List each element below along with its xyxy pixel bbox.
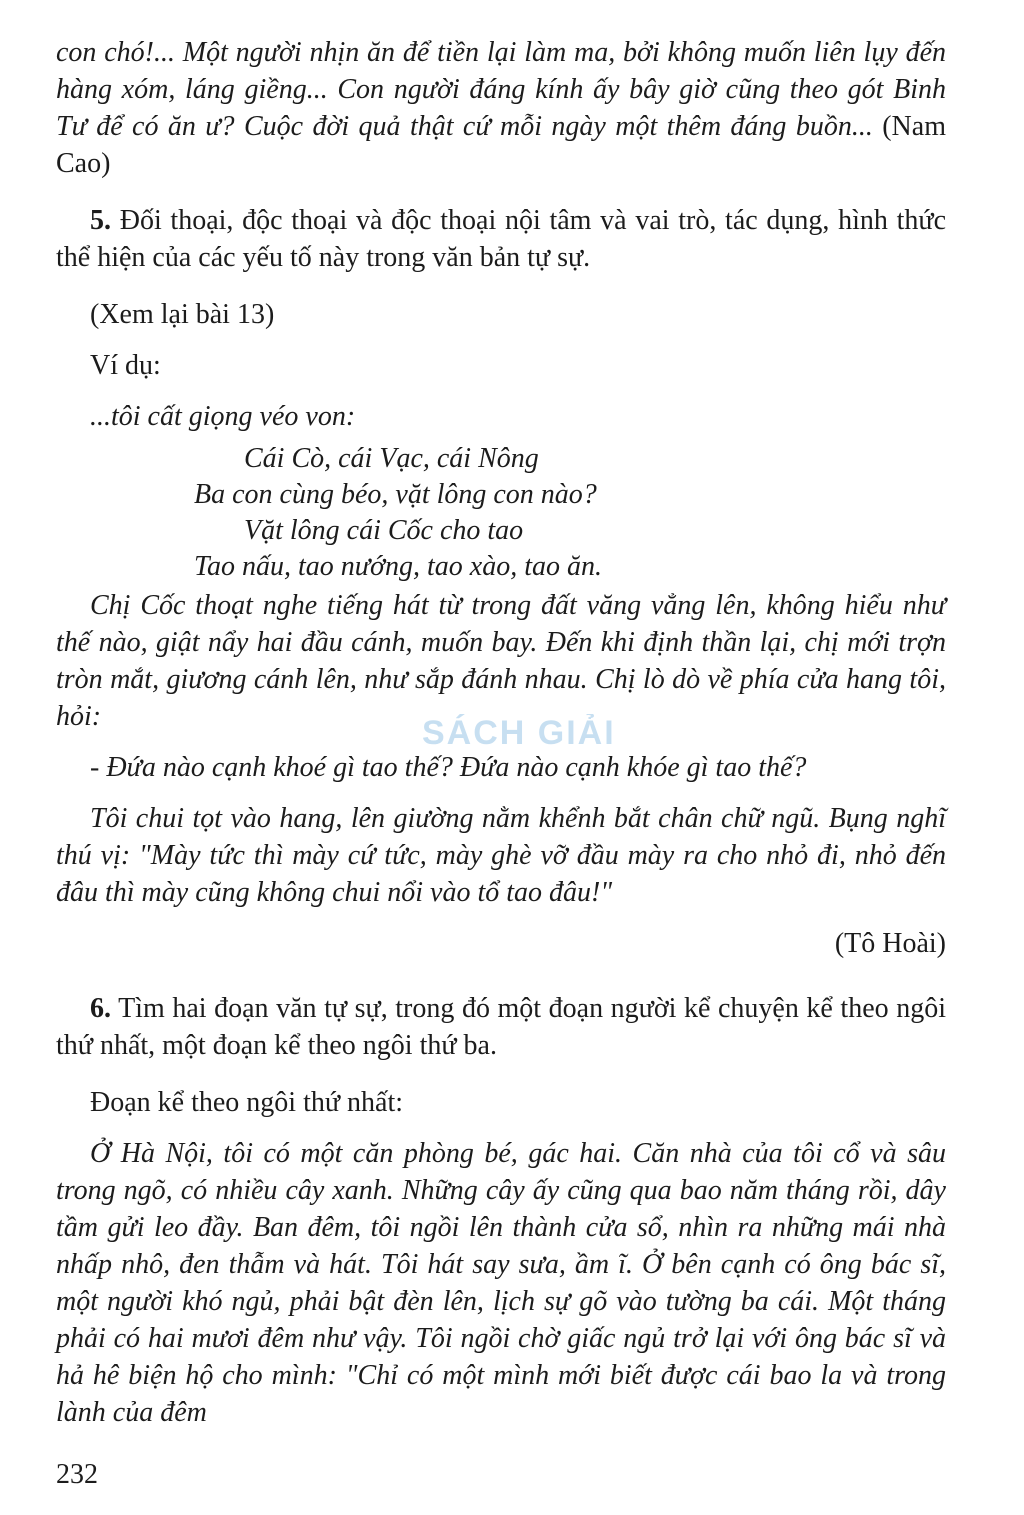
source-nam-cao: (Nam Cao) — [56, 111, 946, 179]
watermark-text: SÁCH GIẢI — [422, 714, 616, 752]
page-body — [56, 34, 946, 1431]
paragraph-nam-cao-text: con chó!... Một người nhịn ăn để tiền lại làm ma, bởi không muốn liên lụy đến hàng xóm, láng giềng... Con người đáng kính ấy bây giờ cũng theo gót Binh Tư để có ăn ư? Cuộc đời quả thật cứ mỗi ngày một thêm đáng buồn... — [56, 37, 946, 142]
paragraph-chi-coc: Chị Cốc thoạt nghe tiếng hát từ trong đất văng vẳng lên, không hiểu như thế nào, giật nẩy hai đầu cánh, muốn bay. Đến khi định thần lại, chị mới trợn tròn mắt, giương cánh lên, như sắp đánh nhau. Chị lò dò về phía cửa hang tôi, hỏi: — [56, 590, 946, 732]
item-5 — [56, 202, 946, 276]
paragraph-ha-noi: Ở Hà Nội, tôi có một căn phòng bé, gác hai. Căn nhà của tôi cổ và sâu trong ngõ, có nhiều cây xanh. Những cây ấy cũng qua bao năm tháng rồi, dây tầm gửi leo đầy. Ban đêm, tôi ngồi lên thành cửa sổ, nhìn ra những mái nhà nhấp nhô, đen thẫm và hát. Tôi hát say sưa, ầm ĩ. Ở bên cạnh có ông bác sĩ, một người khó ngủ, phải bật đèn lên, lịch sự gõ vào tường ba cái. Một tháng phải có hai mươi đêm như vậy. Tôi ngồi chờ giấc ngủ trở lại với ông bác sĩ và hả hê biện hộ cho mình: "Chỉ có một mình mới biết được cái bao la và trong lành của đêm — [56, 1138, 946, 1428]
source-to-hoai: (Tô Hoài) — [834, 928, 946, 959]
reference-lesson: (Xem lại bài 13) — [90, 299, 275, 330]
intro-line: ...tôi cất giọng véo von: — [90, 401, 356, 432]
paragraph-toi-chui: Tôi chui tọt vào hang, lên giường nằm khểnh bắt chân chữ ngũ. Bụng nghĩ thú vị: "Mày tức thì mày cứ tức, mày ghè vỡ đầu mày ra cho nhỏ đi, nhỏ đến đâu thì mày cũng không chui nổi vào tổ tao đâu!" — [56, 803, 946, 908]
item-6 — [56, 990, 946, 1064]
item-6-number: 6. — [90, 993, 111, 1024]
dialogue-line: - Đứa nào cạnh khoé gì tao thế? Đứa nào cạnh khóe gì tao thế? — [90, 752, 807, 783]
paragraph-nam-cao — [56, 34, 946, 182]
example-label: Ví dụ: — [90, 350, 161, 381]
item-5-number: 5. — [90, 205, 111, 236]
page-number: 232 — [56, 1459, 98, 1490]
poem-line: Cái Cò, cái Vạc, cái Nông — [244, 443, 539, 474]
poem-line: Ba con cùng béo, vặt lông con nào? — [194, 479, 597, 510]
first-person-label: Đoạn kể theo ngôi thứ nhất: — [90, 1087, 404, 1118]
poem-line: Vặt lông cái Cốc cho tao — [244, 515, 524, 546]
item-5-text: Đối thoại, độc thoại và độc thoại nội tâm và vai trò, tác dụng, hình thức thể hiện của các yếu tố này trong văn bản tự sự. — [56, 205, 946, 273]
poem — [56, 441, 946, 585]
item-6-text: Tìm hai đoạn văn tự sự, trong đó một đoạn người kể chuyện kể theo ngôi thứ nhất, một đoạn kể theo ngôi thứ ba. — [56, 993, 946, 1061]
poem-line: Tao nấu, tao nướng, tao xào, tao ăn. — [194, 551, 602, 582]
